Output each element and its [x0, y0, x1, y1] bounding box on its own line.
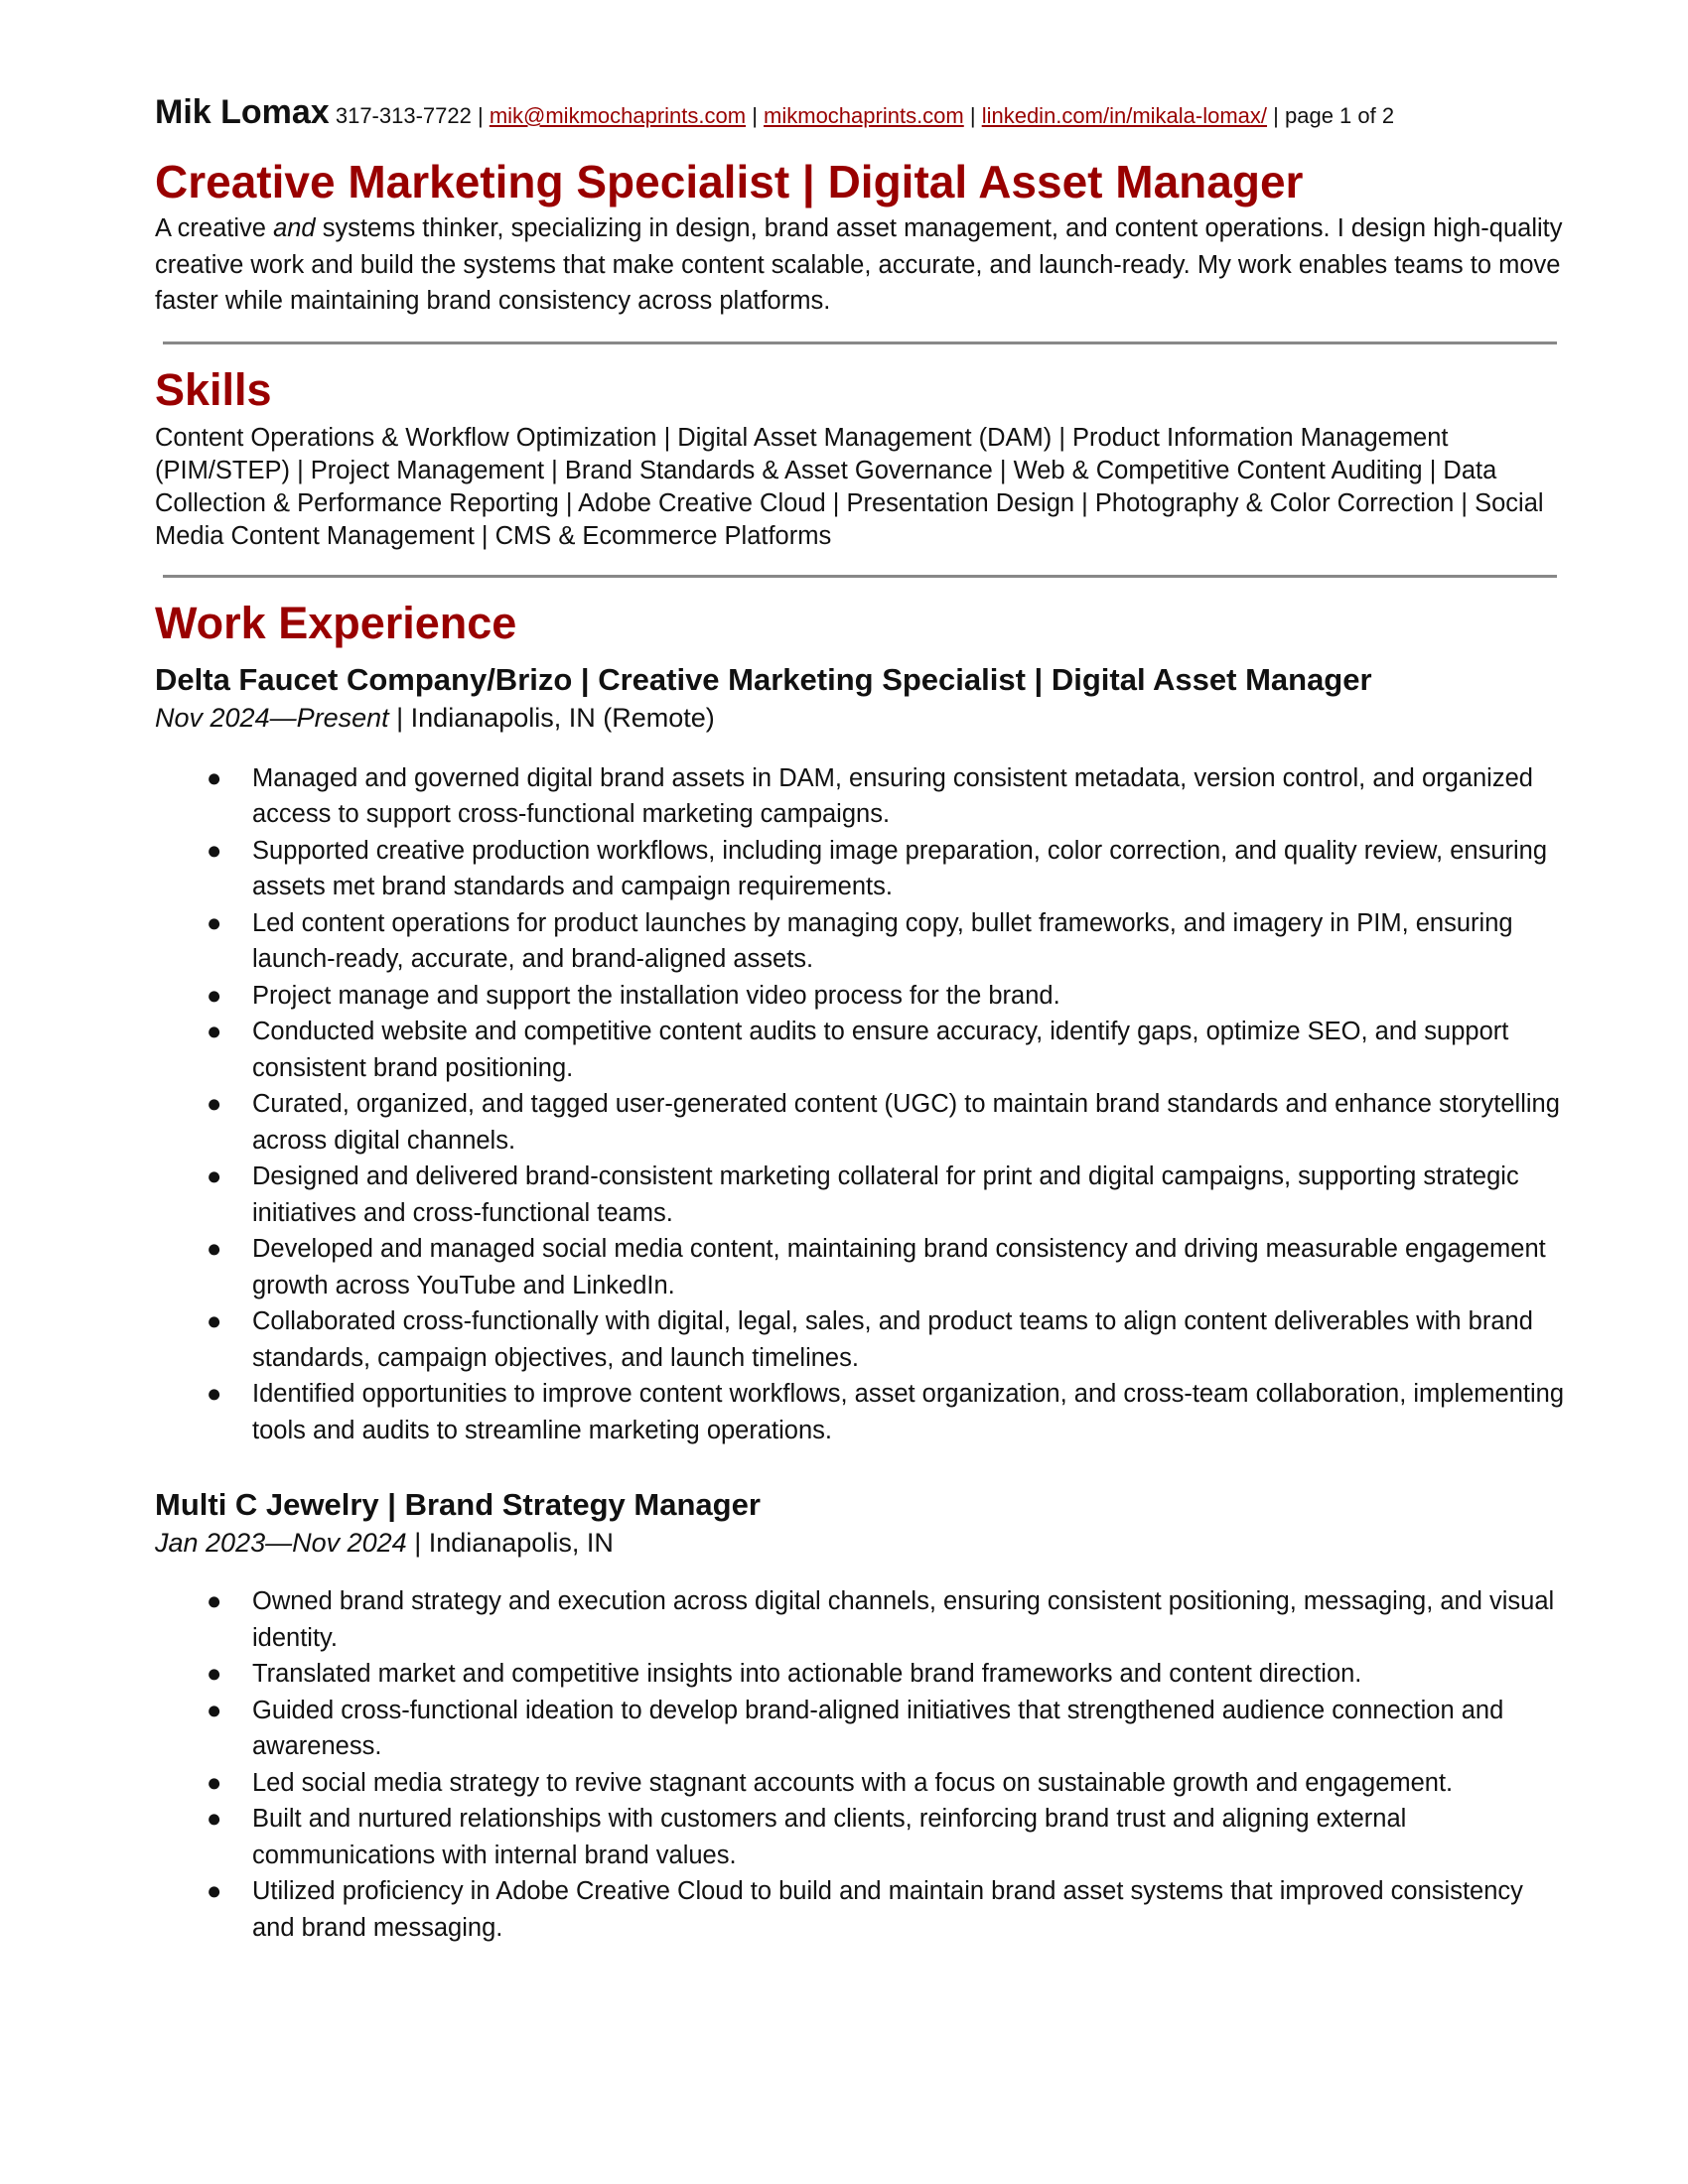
list-item: [155, 1873, 1565, 1946]
bullet-text: Project manage and support the installation video process for the brand.: [252, 981, 1060, 1010]
divider: [163, 341, 1557, 344]
list-item: [155, 1583, 1565, 1656]
contact-header: [155, 95, 1565, 133]
bullet-text: Translated market and competitive insights into actionable brand frameworks and content direction.: [252, 1660, 1362, 1688]
summary-emphasis: and: [273, 214, 316, 242]
bullet-icon: ●: [207, 1768, 222, 1797]
list-item: [155, 1376, 1565, 1448]
bullet-icon: ●: [207, 1587, 222, 1615]
bullet-icon: ●: [207, 981, 222, 1010]
list-item: [155, 1765, 1565, 1802]
job-title: Multi C Jewelry | Brand Strategy Manager: [155, 1487, 761, 1522]
job-title: Delta Faucet Company/Brizo | Creative Marketing Specialist | Digital Asset Manager: [155, 661, 1372, 697]
bullet-icon: ●: [207, 1162, 222, 1190]
list-item: [155, 1231, 1565, 1303]
bullet-text: Led content operations for product launches by managing copy, bullet frameworks, and imagery in PIM, ensuring launch-ready, accurate, and brand-aligned assets.: [252, 908, 1513, 973]
job-location: | Indianapolis, IN (Remote): [388, 702, 715, 733]
summary-text: systems thinker, specializing in design, brand asset management, and content operations. I design high-quality creative work and build the systems that make content scalable, accurate, and launch-ready. My work enables teams to move faster while maintaining brand consistency across platforms.: [155, 214, 1563, 315]
job-entry: [155, 1486, 1565, 1946]
bullet-text: Collaborated cross-functionally with digital, legal, sales, and product teams to align content deliverables with brand standards, campaign objectives, and launch timelines.: [252, 1307, 1533, 1372]
list-item: [155, 760, 1565, 833]
work-heading: Work Experience: [155, 597, 517, 648]
job-meta: [155, 699, 1565, 737]
resume-page: [155, 95, 1565, 1946]
bullet-text: Supported creative production workflows, including image preparation, color correction, and quality review, ensuring assets met brand standards and campaign requirements.: [252, 836, 1548, 900]
list-item: [155, 1086, 1565, 1159]
skills-heading: Skills: [155, 363, 272, 415]
list-item: [155, 1014, 1565, 1086]
phone: 317-313-7722: [335, 103, 472, 128]
bullet-text: Designed and delivered brand-consistent marketing collateral for print and digital campaigns, supporting strategic initiatives and cross-functional teams.: [252, 1162, 1519, 1227]
separator: |: [963, 103, 982, 128]
separator: |: [471, 103, 490, 128]
job-entry: [155, 661, 1565, 1449]
bullet-text: Curated, organized, and tagged user-generated content (UGC) to maintain brand standards and enhance storytelling across digital channels.: [252, 1090, 1560, 1155]
bullet-text: Guided cross-functional ideation to develop brand-aligned initiatives that strengthened audience connection and awareness.: [252, 1696, 1504, 1760]
bullet-icon: ●: [207, 1380, 222, 1408]
list-item: [155, 1159, 1565, 1231]
list-item: [155, 1801, 1565, 1873]
bullet-text: Owned brand strategy and execution across digital channels, ensuring consistent positioning, messaging, and visual identity.: [252, 1587, 1555, 1652]
bullet-icon: ●: [207, 1235, 222, 1263]
bullet-text: Led social media strategy to revive stagnant accounts with a focus on sustainable growth and engagement.: [252, 1768, 1454, 1797]
bullet-icon: ●: [207, 1018, 222, 1045]
bullet-icon: ●: [207, 1877, 222, 1905]
page-title: Creative Marketing Specialist | Digital Asset Manager: [155, 156, 1304, 207]
bullet-icon: ●: [207, 1307, 222, 1335]
email-link[interactable]: mik@mikmochaprints.com: [489, 103, 747, 128]
bullet-icon: ●: [207, 1805, 222, 1833]
separator: |: [746, 103, 765, 128]
bullet-icon: ●: [207, 908, 222, 937]
job-location: | Indianapolis, IN: [406, 1528, 614, 1558]
summary-text: A creative: [155, 214, 274, 242]
list-item: [155, 833, 1565, 905]
bullet-icon: ●: [207, 1696, 222, 1724]
candidate-name: Mik Lomax: [155, 93, 330, 131]
job-dates: Nov 2024—Present: [155, 702, 389, 733]
divider: [163, 575, 1557, 578]
summary: [155, 210, 1565, 320]
job-bullets: [155, 760, 1565, 1449]
bullet-icon: ●: [207, 836, 222, 865]
separator: |: [1267, 103, 1285, 128]
list-item: [155, 1656, 1565, 1693]
list-item: [155, 1303, 1565, 1376]
list-item: [155, 905, 1565, 978]
job-bullets: [155, 1583, 1565, 1946]
bullet-icon: ●: [207, 1660, 222, 1688]
website-link[interactable]: mikmochaprints.com: [764, 103, 964, 128]
bullet-text: Developed and managed social media content, maintaining brand consistency and driving measurable engagement growth across YouTube and LinkedIn.: [252, 1235, 1546, 1299]
bullet-text: Utilized proficiency in Adobe Creative Cloud to build and maintain brand asset systems that improved consistency and brand messaging.: [252, 1877, 1523, 1942]
bullet-text: Built and nurtured relationships with customers and clients, reinforcing brand trust and aligning external communications with internal brand values.: [252, 1805, 1407, 1869]
bullet-icon: ●: [207, 1090, 222, 1118]
bullet-icon: ●: [207, 763, 222, 792]
jobs-list: [155, 661, 1565, 1947]
bullet-text: Managed and governed digital brand assets in DAM, ensuring consistent metadata, version control, and organized access to support cross-functional marketing campaigns.: [252, 763, 1533, 828]
bullet-text: Identified opportunities to improve content workflows, asset organization, and cross-team collaboration, implementing tools and audits to streamline marketing operations.: [252, 1380, 1565, 1444]
list-item: [155, 978, 1565, 1015]
job-meta: [155, 1524, 1565, 1562]
skills-list: Content Operations & Workflow Optimization | Digital Asset Management (DAM) | Product Information Management (PIM/STEP) | Project Management | Brand Standards & Asset Governance | Web & Competitive Content Auditing | Data Collection & Performance Reporting | Adobe Creative Cloud | Presentation Design | Photography & Color Correction | Social Media Content Management | CMS & Ecommerce Platforms: [155, 423, 1544, 550]
list-item: [155, 1693, 1565, 1765]
bullet-text: Conducted website and competitive content audits to ensure accuracy, identify gaps, optimize SEO, and support consistent brand positioning.: [252, 1018, 1509, 1082]
job-dates: Jan 2023—Nov 2024: [155, 1528, 407, 1558]
linkedin-link[interactable]: linkedin.com/in/mikala-lomax/: [981, 103, 1268, 128]
page-number: page 1 of 2: [1284, 103, 1395, 128]
